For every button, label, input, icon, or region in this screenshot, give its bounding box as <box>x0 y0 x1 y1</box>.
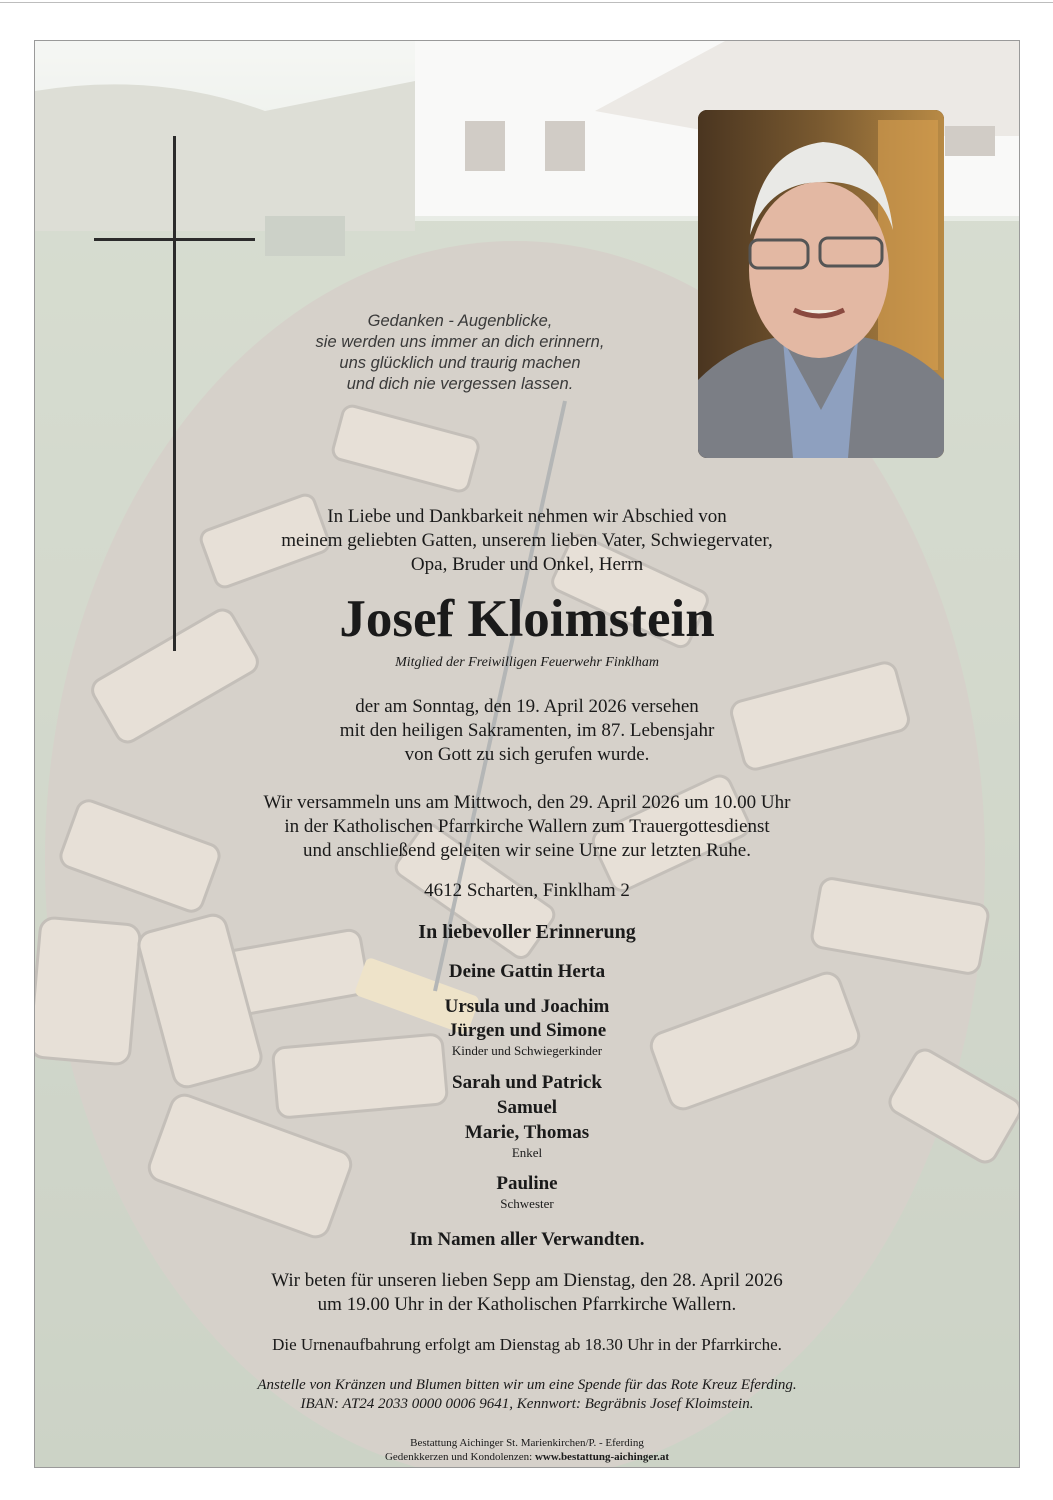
deceased-name: Josef Kloimstein <box>339 590 715 648</box>
mourner-role: Kinder und Schwiegerkinder <box>451 1043 603 1058</box>
top-rule <box>0 2 1053 3</box>
mourner-children: Ursula und Joachim <box>444 996 610 1017</box>
death-line: der am Sonntag, den 19. April 2026 versehen <box>355 696 699 717</box>
portrait-photo <box>698 110 944 458</box>
donation-line: IBAN: AT24 2033 0000 0006 9641, Kennwort: Begräbnis Josef Kloimstein. <box>300 1396 754 1412</box>
quote-line: uns glücklich und traurig machen <box>339 354 581 372</box>
mourner-grandchildren: Sarah und Patrick <box>452 1072 602 1093</box>
intro-line: Opa, Bruder und Onkel, Herrn <box>410 554 644 575</box>
prayer-line: um 19.00 Uhr in der Katholischen Pfarrkirche Wallern. <box>317 1294 737 1315</box>
cross-icon-beam <box>94 238 255 241</box>
memorial-quote <box>275 311 645 395</box>
address: 4612 Scharten, Finklham 2 <box>424 880 630 901</box>
deceased-subtitle: Mitglied der Freiwilligen Feuerwehr Finklham <box>395 655 659 670</box>
footer-condolences <box>35 1450 1019 1464</box>
intro-line: In Liebe und Dankbarkeit nehmen wir Abschied von <box>327 506 727 527</box>
funeral-line: in der Katholischen Pfarrkirche Wallern zum Trauergottesdienst <box>284 816 770 837</box>
footer-company: Bestattung Aichinger St. Marienkirchen/P. - Eferding <box>410 1437 644 1449</box>
memory-heading: In liebevoller Erinnerung <box>418 921 636 943</box>
prayer-line: Wir beten für unseren lieben Sepp am Dienstag, den 28. April 2026 <box>271 1270 783 1291</box>
quote-line: und dich nie vergessen lassen. <box>346 375 574 393</box>
funeral-line: Wir versammeln uns am Mittwoch, den 29. April 2026 um 10.00 Uhr <box>263 792 791 813</box>
death-line: mit den heiligen Sakramenten, im 87. Lebensjahr <box>339 720 715 741</box>
relatives-line: Im Namen aller Verwandten. <box>409 1229 645 1250</box>
mourner-wife: Deine Gattin Herta <box>448 961 606 982</box>
death-line: von Gott zu sich gerufen wurde. <box>404 744 650 765</box>
quote-line: Gedanken - Augenblicke, <box>367 312 553 330</box>
footer-website-link[interactable]: www.bestattung-aichinger.at <box>534 1451 670 1463</box>
funeral-line: und anschließend geleiten wir seine Urne zur letzten Ruhe. <box>303 840 751 861</box>
donation-line: Anstelle von Kränzen und Blumen bitten wir um eine Spende für das Rote Kreuz Eferding. <box>257 1377 797 1393</box>
intro-line: meinem geliebten Gatten, unserem lieben Vater, Schwiegervater, <box>281 530 773 551</box>
mourner-role: Enkel <box>511 1145 543 1160</box>
mourner-grandchildren: Samuel <box>496 1097 558 1118</box>
quote-line: sie werden uns immer an dich erinnern, <box>315 333 605 351</box>
mourner-sister: Pauline <box>496 1173 558 1194</box>
footer-condolence-label: Gedenkkerzen und Kondolenzen: <box>384 1451 533 1463</box>
viewing-line: Die Urnenaufbahrung erfolgt am Dienstag ab 18.30 Uhr in der Pfarrkirche. <box>272 1335 782 1354</box>
obituary-card <box>34 40 1020 1468</box>
mourner-role: Schwester <box>500 1196 554 1211</box>
mourner-grandchildren: Marie, Thomas <box>464 1122 590 1143</box>
mourner-children: Jürgen und Simone <box>447 1020 607 1041</box>
